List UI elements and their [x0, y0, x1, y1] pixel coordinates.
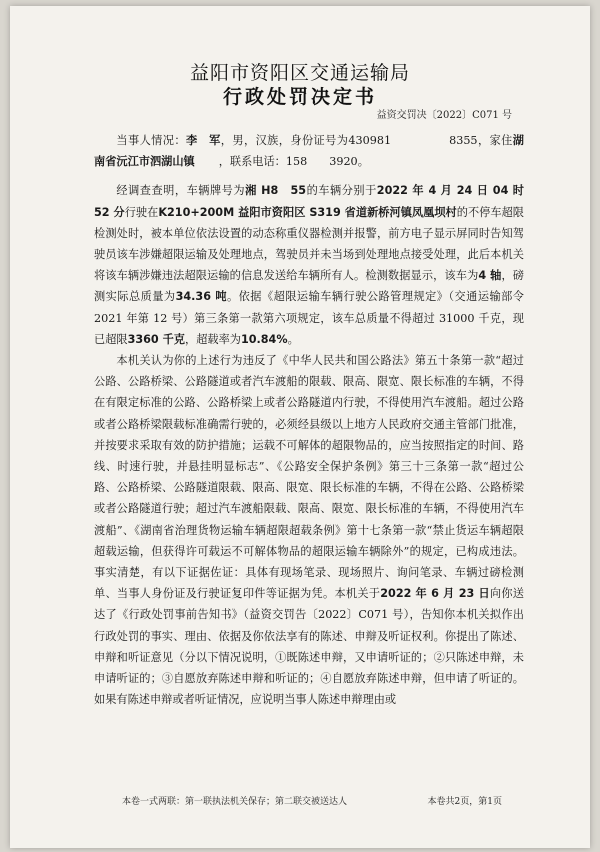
document-title: 行政处罚决定书	[222, 86, 377, 108]
overload-rate: 10.84%	[240, 332, 288, 346]
document-body	[94, 130, 524, 710]
issuing-organization: 益阳市资阳区交通运输局	[189, 62, 410, 84]
notice-date: 2022 年 6 月 23 日	[380, 587, 490, 601]
measured-weight: 34.36 吨	[175, 290, 227, 304]
id-number-end: 8355	[449, 134, 478, 147]
investigation-paragraph: 经调查查明，车辆牌号为湘 H8 55的车辆分别于2022 年 4 月 24 日 04 时 52 分行驶在K210+200M 益阳市资阳区 S319 省道新桥河镇凤凰坝村的不停车超限检测处时，被本单位依法设置的动态称重仪器检测并报警，前方电子显示屏同时告知驾驶员该车涉嫌超限运输及处理地点，驾驶员并未当场到处理地点接受处理，此后本机关将该车辆涉嫌违法超限运输的信息发送给车辆所有人。检测数据显示，该车为4 轴，磅测实际总质量为34.36 吨。依据《超限运输车辆行驶公路管理规定》（交通运输部令 2021 年第 12 号）第三条第一款第六项规定，该车总质量不得超过 31000 千克，现已超限3360 千克，超载率为10.84%。	[94, 184, 524, 346]
party-address: 湖南省沅江市泗湖山镇	[94, 134, 524, 169]
violation-datetime: 2022 年 4 月 24 日 04 时 52 分	[94, 184, 524, 219]
document-page	[10, 6, 590, 848]
phone-start: 158	[285, 155, 308, 169]
phone-end: 3920	[329, 155, 358, 169]
plate-number: 湘 H8 55	[245, 184, 307, 198]
legal-basis-paragraph: 本机关认为你的上述行为违反了《中华人民共和国公路法》第五十条第一款“超过公路、公路桥梁、公路隧道或者汽车渡船的限载、限高、限宽、限长标准的车辆，不得在有限定标准的公路、公路桥梁上或者公路隧道内行驶，不得使用汽车渡船。超过公路或者公路桥梁限载标准确需行驶的，必须经县级以上地方人民政府交通主管部门批准，并按要求采取有效的防护措施；运载不可解体的超限物品的，应当按照指定的时间、路线、时速行驶，并悬挂明显标志”、《公路安全保护条例》第三十三条第一款“超过公路、公路桥梁、公路隧道限载、限高、限宽、限长标准的车辆，不得在公路、公路桥梁或者公路隧道行驶；超过汽车渡船限载、限高、限宽、限长标准的车辆，不得使用汽车渡船”、《湖南省治理货物运输车辆超限超载条例》第十七条第一款“禁止货运车辆超限超载运输，但获得许可载运不可解体物品的超限运输车辆除外”的规定，已构成违法。事实清楚，有以下证据佐证：具体有现场笔录、现场照片、询问笔录、车辆过磅检测单、当事人身份证及行驶证复印件等证据为凭。本机关于2022 年 6 月 23 日向你送达了《行政处罚事前告知书》（益资交罚告〔2022〕C071 号），告知你本机关拟作出行政处罚的事实、理由、依据及你依法享有的陈述、申辩及听证权利。你提出了陈述、申辩和听证意见（分以下情况说明，①既陈述申辩，又申请听证的；②只陈述申辩，未申请听证的；③自愿放弃陈述申辩和听证的；④自愿放弃陈述申辩，但申请了听证的。如果有陈述申辩或者听证情况，应说明当事人陈述申辩理由或	[94, 354, 524, 707]
document-number: 益资交罚决〔2022〕C071 号	[376, 110, 512, 121]
party-name: 李 军	[185, 134, 221, 147]
page-footer	[122, 794, 502, 807]
copy-note: 本卷一式两联：第一联执法机关保存；第二联交被送达人	[122, 797, 348, 807]
id-number-start: 430981	[348, 134, 392, 147]
page-number: 本卷共2页，第1页	[427, 797, 502, 807]
axle-count: 4 轴	[478, 269, 502, 283]
violation-location: K210+200M 益阳市资阳区 S319 省道新桥河镇凤凰坝村	[158, 205, 457, 219]
party-paragraph: 当事人情况：李 军，男，汉族，身份证号为430981 8355，家住湖南省沅江市泗湖山镇 ，联系电话：158 3920。	[94, 134, 524, 169]
overweight-amount: 3360 千克	[127, 332, 185, 346]
